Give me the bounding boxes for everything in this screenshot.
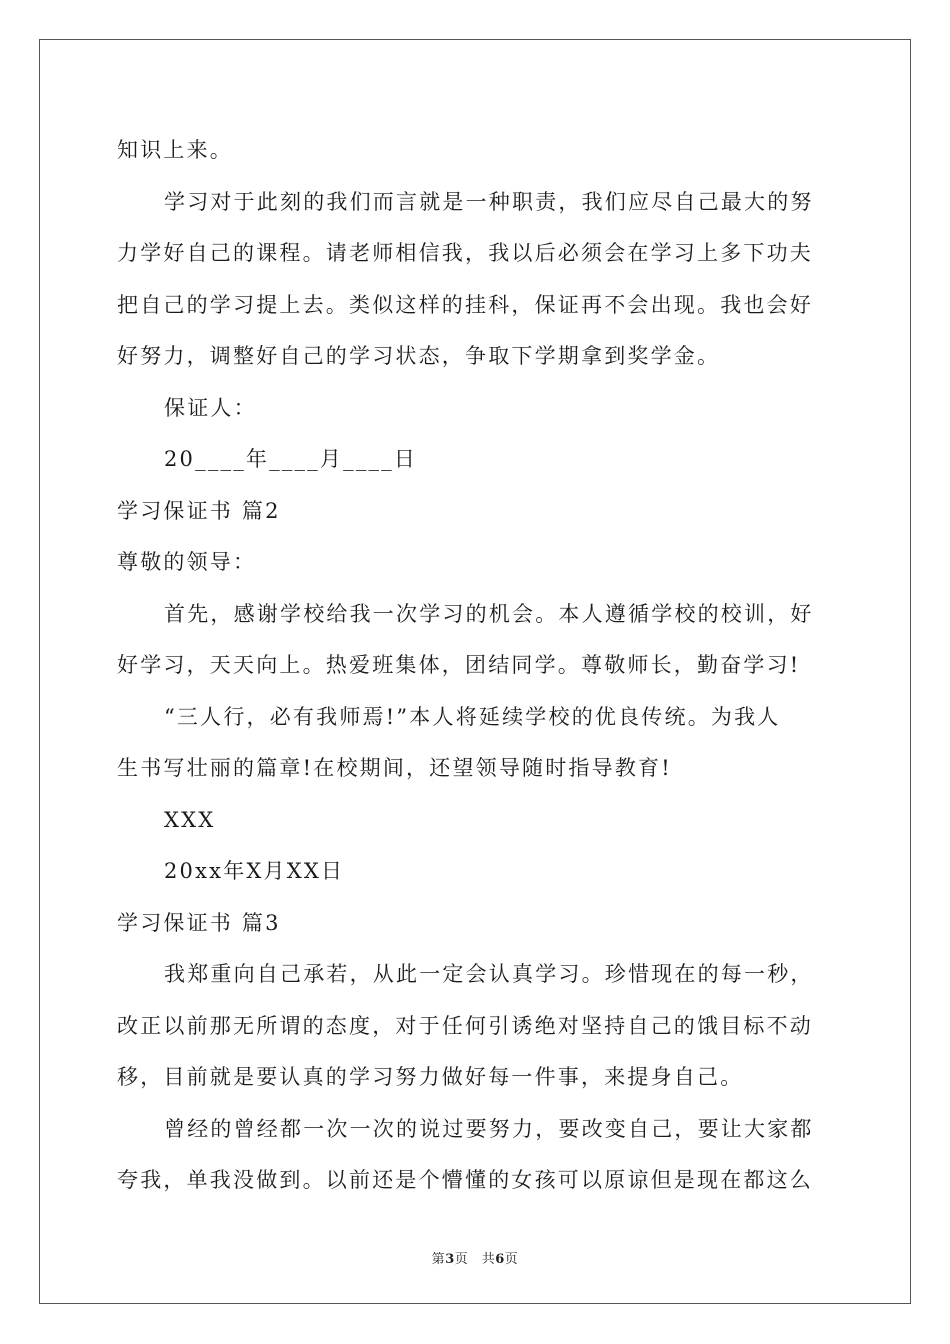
text-line: 知识上来。 bbox=[117, 138, 233, 162]
text-line: 20____年____月____日 bbox=[164, 447, 418, 471]
text-line: 好学习，天天向上。热爱班集体，团结同学。尊敬师长，勤奋学习! bbox=[117, 653, 801, 677]
text-line: 20xx年X月XX日 bbox=[164, 859, 345, 883]
paragraph bbox=[117, 434, 833, 486]
paragraph bbox=[117, 589, 833, 692]
footer-prefix: 第 bbox=[431, 1252, 446, 1267]
paragraph bbox=[117, 898, 833, 950]
text-line: 尊敬的领导： bbox=[117, 550, 257, 574]
text-line: 改正以前那无所谓的态度，对于任何引诱绝对坚持自己的饿目标不动 bbox=[117, 1013, 813, 1038]
paragraph bbox=[117, 949, 833, 1104]
text-line: “三人行，必有我师焉!”本人将延续学校的优良传统。为我人 bbox=[164, 704, 781, 729]
document-body bbox=[117, 125, 833, 1207]
text-line: 首先，感谢学校给我一次学习的机会。本人遵循学校的校训，好 bbox=[164, 601, 814, 626]
text-line: 曾经的曾经都一次一次的说过要努力，要改变自己，要让大家都 bbox=[164, 1116, 814, 1141]
text-line: 把自己的学习提上去。类似这样的挂科，保证再不会出现。我也会好 bbox=[117, 292, 813, 317]
text-line: 我郑重向自己承若，从此一定会认真学习。珍惜现在的每一秒， bbox=[164, 962, 814, 986]
text-line: 保证人： bbox=[164, 395, 257, 420]
current-page-number: 3 bbox=[445, 1252, 455, 1267]
text-line: 好努力，调整好自己的学习状态，争取下学期拿到奖学金。 bbox=[117, 344, 721, 368]
text-line: 生书写壮丽的篇章!在校期间，还望领导随时指导教育! bbox=[117, 756, 672, 780]
paragraph bbox=[117, 1104, 833, 1207]
paragraph bbox=[117, 846, 833, 898]
page-footer bbox=[0, 1248, 950, 1267]
paragraph bbox=[117, 692, 833, 795]
text-line: 学习对于此刻的我们而言就是一种职责，我们应尽自己最大的努 bbox=[164, 189, 814, 214]
text-line: XXX bbox=[164, 807, 216, 832]
paragraph bbox=[117, 177, 833, 383]
paragraph bbox=[117, 486, 833, 538]
text-line: 移，目前就是要认真的学习努力做好每一件事，来提身自己。 bbox=[117, 1065, 744, 1089]
text-line: 学习保证书 篇3 bbox=[117, 910, 281, 935]
text-line: 学习保证书 篇2 bbox=[117, 498, 281, 523]
text-line: 力学好自己的课程。请老师相信我，我以后必须会在学习上多下功夫 bbox=[117, 241, 813, 265]
total-page-number: 6 bbox=[495, 1252, 505, 1267]
paragraph bbox=[117, 125, 833, 177]
paragraph bbox=[117, 537, 833, 589]
paragraph bbox=[117, 383, 833, 435]
text-line: 夸我，单我没做到。以前还是个懵懂的女孩可以原谅但是现在都这么 bbox=[117, 1168, 813, 1192]
paragraph bbox=[117, 795, 833, 847]
footer-suffix: 页 bbox=[504, 1252, 519, 1267]
footer-middle: 页 共 bbox=[454, 1252, 496, 1267]
